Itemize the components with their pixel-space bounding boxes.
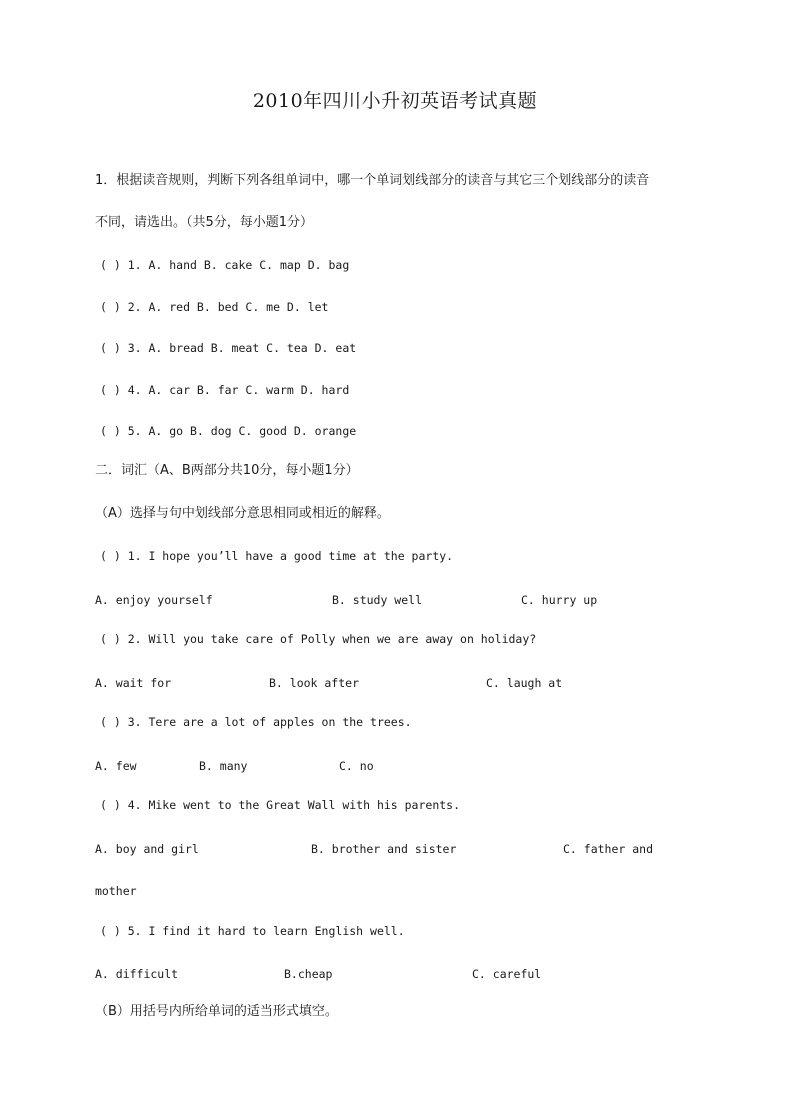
option-c: C. careful bbox=[472, 967, 542, 981]
section1-instruction-line2: 不同，请选出。（共5分，每小题1分） bbox=[95, 215, 314, 230]
section1-instruction-line1: 1．根据读音规则，判断下列各组单词中，哪一个单词划线部分的读音与其它三个划线部分的读音 bbox=[95, 173, 650, 188]
option-c: C. hurry up bbox=[521, 593, 598, 607]
option-b: B.cheap bbox=[284, 967, 333, 981]
option-c: C. no bbox=[339, 759, 374, 773]
phonics-question-4: ( ) 4. A. car B. far C. warm D. hard bbox=[100, 383, 350, 397]
option-b: B. study well bbox=[332, 593, 423, 607]
option-a: A. few bbox=[95, 759, 137, 773]
partA-heading: （A）选择与句中划线部分意思相同或相近的解释。 bbox=[95, 506, 390, 521]
page-title: 2010年四川小升初英语考试真题 bbox=[252, 90, 538, 112]
vocab-question-1: ( ) 1. I hope you’ll have a good time at the party. bbox=[100, 549, 454, 563]
option-a: A. boy and girl bbox=[95, 842, 199, 856]
option-a: A. difficult bbox=[95, 967, 179, 981]
phonics-question-2: ( ) 2. A. red B. bed C. me D. let bbox=[100, 300, 329, 314]
phonics-question-3: ( ) 3. A. bread B. meat C. tea D. eat bbox=[100, 341, 357, 355]
section2-heading: 二．词汇（A、B两部分共10分，每小题1分） bbox=[95, 463, 359, 478]
option-c: C. laugh at bbox=[486, 676, 563, 690]
vocab-question-4-option-c-wrap: mother bbox=[95, 884, 137, 898]
option-a: A. wait for bbox=[95, 676, 172, 690]
phonics-question-1: ( ) 1. A. hand B. cake C. map D. bag bbox=[100, 258, 350, 272]
option-c: C. father and bbox=[563, 842, 654, 856]
vocab-question-2: ( ) 2. Will you take care of Polly when we are away on holiday? bbox=[100, 632, 537, 646]
option-b: B. many bbox=[199, 759, 248, 773]
partB-heading: （B）用括号内所给单词的适当形式填空。 bbox=[95, 1004, 338, 1019]
vocab-question-4: ( ) 4. Mike went to the Great Wall with his parents. bbox=[100, 798, 461, 812]
phonics-question-5: ( ) 5. A. go B. dog C. good D. orange bbox=[100, 424, 357, 438]
option-a: A. enjoy yourself bbox=[95, 593, 213, 607]
vocab-question-5: ( ) 5. I find it hard to learn English well. bbox=[100, 924, 405, 938]
option-b: B. brother and sister bbox=[311, 842, 457, 856]
option-b: B. look after bbox=[269, 676, 360, 690]
vocab-question-3: ( ) 3. Tere are a lot of apples on the trees. bbox=[100, 715, 412, 729]
